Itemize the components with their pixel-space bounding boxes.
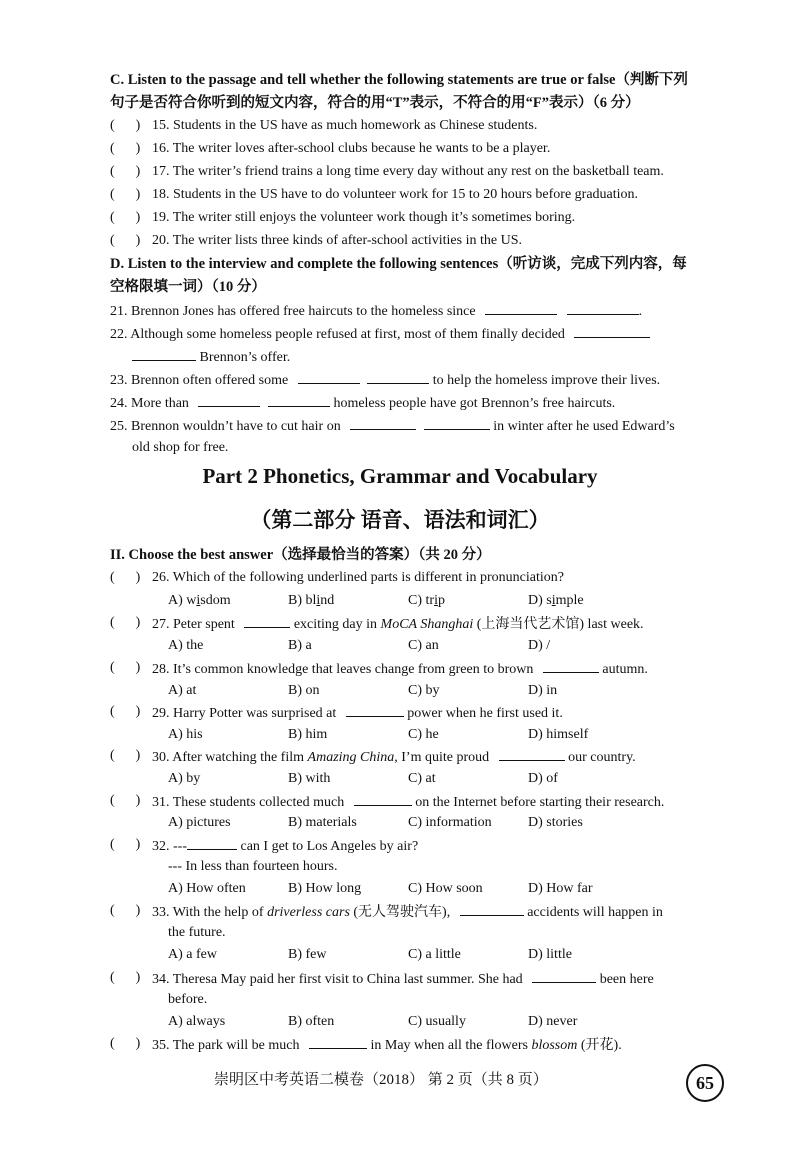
- question-33-text: 33. With the help of: [152, 905, 264, 920]
- question-21-text: 21. Brennon Jones has offered free haircuts to the homeless since: [110, 304, 476, 319]
- option-a[interactable]: [168, 591, 231, 611]
- blank[interactable]: [132, 346, 196, 361]
- statement-16: 16. The writer loves after-school clubs because he wants to be a player.: [152, 141, 551, 156]
- answer-bracket[interactable]: ( ): [110, 903, 141, 918]
- blank[interactable]: [543, 658, 599, 673]
- option-a[interactable]: A) at: [168, 683, 197, 698]
- question-33-text-cont: accidents will happen in: [527, 905, 663, 920]
- question-24-text: 24. More than: [110, 396, 189, 411]
- question-27-text-end: (上海当代艺术馆) last week.: [476, 617, 644, 632]
- blank[interactable]: [309, 1034, 367, 1049]
- question-24-text-cont: homeless people have got Brennon’s free haircuts.: [333, 396, 616, 411]
- underlined-letter: i: [316, 593, 321, 608]
- answer-bracket[interactable]: ( ): [110, 660, 141, 675]
- blank[interactable]: [244, 613, 290, 628]
- option-text: D) s: [528, 593, 552, 608]
- option-d[interactable]: D) /: [528, 638, 551, 653]
- question-22: [110, 323, 650, 345]
- blank[interactable]: [485, 300, 557, 315]
- option-d[interactable]: D) never: [528, 1014, 578, 1029]
- option-b[interactable]: [288, 591, 334, 611]
- question-27: [152, 613, 644, 635]
- option-b[interactable]: B) with: [288, 771, 331, 786]
- question-22-text-cont: Brennon’s offer.: [199, 350, 291, 365]
- question-34: [152, 968, 654, 990]
- option-d[interactable]: D) himself: [528, 727, 589, 742]
- question-35-text-end: (开花).: [580, 1038, 622, 1053]
- option-a[interactable]: A) by: [168, 771, 201, 786]
- section-d-heading: D. Listen to the interview and complete the following sentences（听访谈，完成下列内容，每: [110, 256, 687, 272]
- answer-bracket[interactable]: ( ): [110, 793, 141, 808]
- option-text: mple: [555, 593, 584, 608]
- question-30: [152, 746, 636, 768]
- question-25-cont: old shop for free.: [132, 440, 229, 455]
- page-number-badge: 65: [686, 1064, 724, 1102]
- statement-15: 15. Students in the US have as much homework as Chinese students.: [152, 118, 538, 133]
- option-a[interactable]: A) a few: [168, 947, 217, 962]
- question-27-text-cont: exciting day in: [293, 617, 378, 632]
- underlined-letter: i: [551, 593, 556, 608]
- question-35-text: 35. The park will be much: [152, 1038, 300, 1053]
- option-d[interactable]: D) of: [528, 771, 558, 786]
- option-d[interactable]: D) How far: [528, 881, 593, 896]
- blank[interactable]: [198, 392, 260, 407]
- statement-18: 18. Students in the US have to do volunteer work for 15 to 20 hours before graduation.: [152, 187, 639, 202]
- question-32: [152, 835, 418, 857]
- option-b[interactable]: B) few: [288, 947, 327, 962]
- blank[interactable]: [460, 901, 524, 916]
- option-c[interactable]: C) information: [408, 815, 492, 830]
- question-24: [110, 392, 615, 414]
- blank[interactable]: [567, 300, 639, 315]
- statement-20: 20. The writer lists three kinds of after-school activities in the US.: [152, 233, 522, 248]
- answer-bracket[interactable]: ( ): [110, 118, 141, 133]
- option-b[interactable]: B) him: [288, 727, 328, 742]
- answer-bracket[interactable]: ( ): [110, 141, 141, 156]
- blank[interactable]: [499, 746, 565, 761]
- question-27-italic: MoCA Shanghai: [380, 617, 474, 632]
- part-2-title: Part 2 Phonetics, Grammar and Vocabulary: [202, 464, 598, 488]
- question-33-italic: driverless cars: [267, 905, 350, 920]
- answer-bracket[interactable]: ( ): [110, 570, 141, 585]
- option-a[interactable]: A) How often: [168, 881, 246, 896]
- question-31: [152, 791, 664, 813]
- option-b[interactable]: B) materials: [288, 815, 357, 830]
- question-25: [110, 415, 675, 437]
- statement-17: 17. The writer’s friend trains a long time every day without any rest on the basketball team.: [152, 164, 664, 179]
- option-b[interactable]: B) How long: [288, 881, 362, 896]
- question-25-text: 25. Brennon wouldn’t have to cut hair on: [110, 419, 341, 434]
- option-c[interactable]: C) he: [408, 727, 439, 742]
- question-30-text-cont: , I’m quite proud: [394, 750, 490, 765]
- answer-bracket[interactable]: ( ): [110, 970, 141, 985]
- option-d[interactable]: D) in: [528, 683, 558, 698]
- question-29-text-cont: power when he first used it.: [407, 706, 563, 721]
- question-35-italic: blossom: [531, 1038, 578, 1053]
- option-a[interactable]: A) the: [168, 638, 204, 653]
- section-c-heading: C. Listen to the passage and tell whether the following statements are true or false（判断下列: [110, 72, 688, 88]
- blank[interactable]: [424, 415, 490, 430]
- question-28-text-cont: autumn.: [602, 662, 648, 677]
- blank[interactable]: [354, 791, 412, 806]
- answer-bracket[interactable]: ( ): [110, 837, 141, 852]
- question-33-text-cn: (无人驾驶汽车),: [353, 905, 451, 920]
- question-23-text-cont: to help the homeless improve their lives.: [432, 373, 661, 388]
- question-35: [152, 1034, 622, 1056]
- part-2-title-cn: （第二部分 语音、语法和词汇）: [250, 508, 550, 532]
- question-26: 26. Which of the following underlined parts is different in pronunciation?: [152, 570, 564, 585]
- answer-bracket[interactable]: ( ): [110, 1036, 141, 1051]
- question-29-text: 29. Harry Potter was surprised at: [152, 706, 337, 721]
- answer-bracket[interactable]: ( ): [110, 615, 141, 630]
- question-32-text: 32. ---: [152, 839, 187, 854]
- option-text: A) w: [168, 593, 197, 608]
- section-d-heading-cont: 空格限填一词）（10 分）: [110, 279, 266, 295]
- answer-bracket[interactable]: ( ): [110, 164, 141, 179]
- blank[interactable]: [532, 968, 596, 983]
- answer-bracket[interactable]: ( ): [110, 187, 141, 202]
- underlined-letter: i: [196, 593, 201, 608]
- option-a[interactable]: A) always: [168, 1014, 226, 1029]
- question-35-text-cont: in May when all the flowers: [370, 1038, 528, 1053]
- question-29: [152, 702, 563, 724]
- question-28-text: 28. It’s common knowledge that leaves change from green to brown: [152, 662, 534, 677]
- blank[interactable]: [298, 369, 360, 384]
- question-31-text-cont: on the Internet before starting their research.: [415, 795, 665, 810]
- question-31-text: 31. These students collected much: [152, 795, 345, 810]
- option-a[interactable]: A) pictures: [168, 815, 231, 830]
- option-text: sdom: [200, 593, 231, 608]
- option-c[interactable]: C) by: [408, 683, 440, 698]
- question-33-cont: the future.: [168, 925, 226, 940]
- option-c[interactable]: C) usually: [408, 1014, 466, 1029]
- option-text: nd: [320, 593, 335, 608]
- option-c[interactable]: C) an: [408, 638, 439, 653]
- question-23-text: 23. Brennon often offered some: [110, 373, 289, 388]
- option-c[interactable]: C) a little: [408, 947, 461, 962]
- page-footer: 崇明区中考英语二模卷（2018） 第 2 页（共 8 页）: [214, 1072, 548, 1088]
- question-30-italic: Amazing China: [307, 750, 395, 765]
- option-d[interactable]: [528, 591, 584, 611]
- option-text: B) bl: [288, 593, 317, 608]
- question-22-cont: [132, 346, 290, 368]
- option-c[interactable]: [408, 591, 445, 611]
- question-33: [152, 901, 663, 923]
- question-34-text: 34. Theresa May paid her first visit to China last summer. She had: [152, 972, 523, 987]
- blank[interactable]: [350, 415, 416, 430]
- blank[interactable]: [187, 835, 237, 850]
- option-b[interactable]: B) a: [288, 638, 312, 653]
- question-21: 21. Brennon Jones has offered free haircuts to the homeless since .: [110, 300, 642, 322]
- answer-bracket[interactable]: ( ): [110, 233, 141, 248]
- option-text: C) tr: [408, 593, 435, 608]
- answer-bracket[interactable]: ( ): [110, 704, 141, 719]
- question-32-reply: --- In less than fourteen hours.: [168, 859, 338, 874]
- option-d[interactable]: D) little: [528, 947, 572, 962]
- question-30-text: 30. After watching the film: [152, 750, 305, 765]
- option-b[interactable]: B) often: [288, 1014, 335, 1029]
- option-a[interactable]: A) his: [168, 727, 203, 742]
- question-22-text: 22. Although some homeless people refused at first, most of them finally decided: [110, 327, 565, 342]
- answer-bracket[interactable]: ( ): [110, 748, 141, 763]
- question-30-text-end: our country.: [568, 750, 636, 765]
- statement-19: 19. The writer still enjoys the volunteer work though it’s sometimes boring.: [152, 210, 576, 225]
- question-34-cont: before.: [168, 992, 208, 1007]
- option-c[interactable]: C) How soon: [408, 881, 483, 896]
- blank[interactable]: [367, 369, 429, 384]
- blank[interactable]: [268, 392, 330, 407]
- option-d[interactable]: D) stories: [528, 815, 583, 830]
- option-b[interactable]: B) on: [288, 683, 320, 698]
- blank[interactable]: [574, 323, 650, 338]
- question-32-text-cont: can I get to Los Angeles by air?: [240, 839, 419, 854]
- question-23: [110, 369, 660, 391]
- blank[interactable]: [346, 702, 404, 717]
- question-25-text-cont: in winter after he used Edward’s: [493, 419, 675, 434]
- option-text: p: [437, 593, 445, 608]
- section-ii-heading: II. Choose the best answer（选择最恰当的答案）（共 20 分）: [110, 547, 491, 563]
- underlined-letter: i: [434, 593, 438, 608]
- question-27-text: 27. Peter spent: [152, 617, 235, 632]
- question-34-text-cont: been here: [599, 972, 654, 987]
- option-c[interactable]: C) at: [408, 771, 436, 786]
- section-c-heading-cont: 句子是否符合你听到的短文内容，符合的用“T”表示，不符合的用“F”表示）（6 分）: [110, 95, 640, 111]
- question-28: [152, 658, 648, 680]
- answer-bracket[interactable]: ( ): [110, 210, 141, 225]
